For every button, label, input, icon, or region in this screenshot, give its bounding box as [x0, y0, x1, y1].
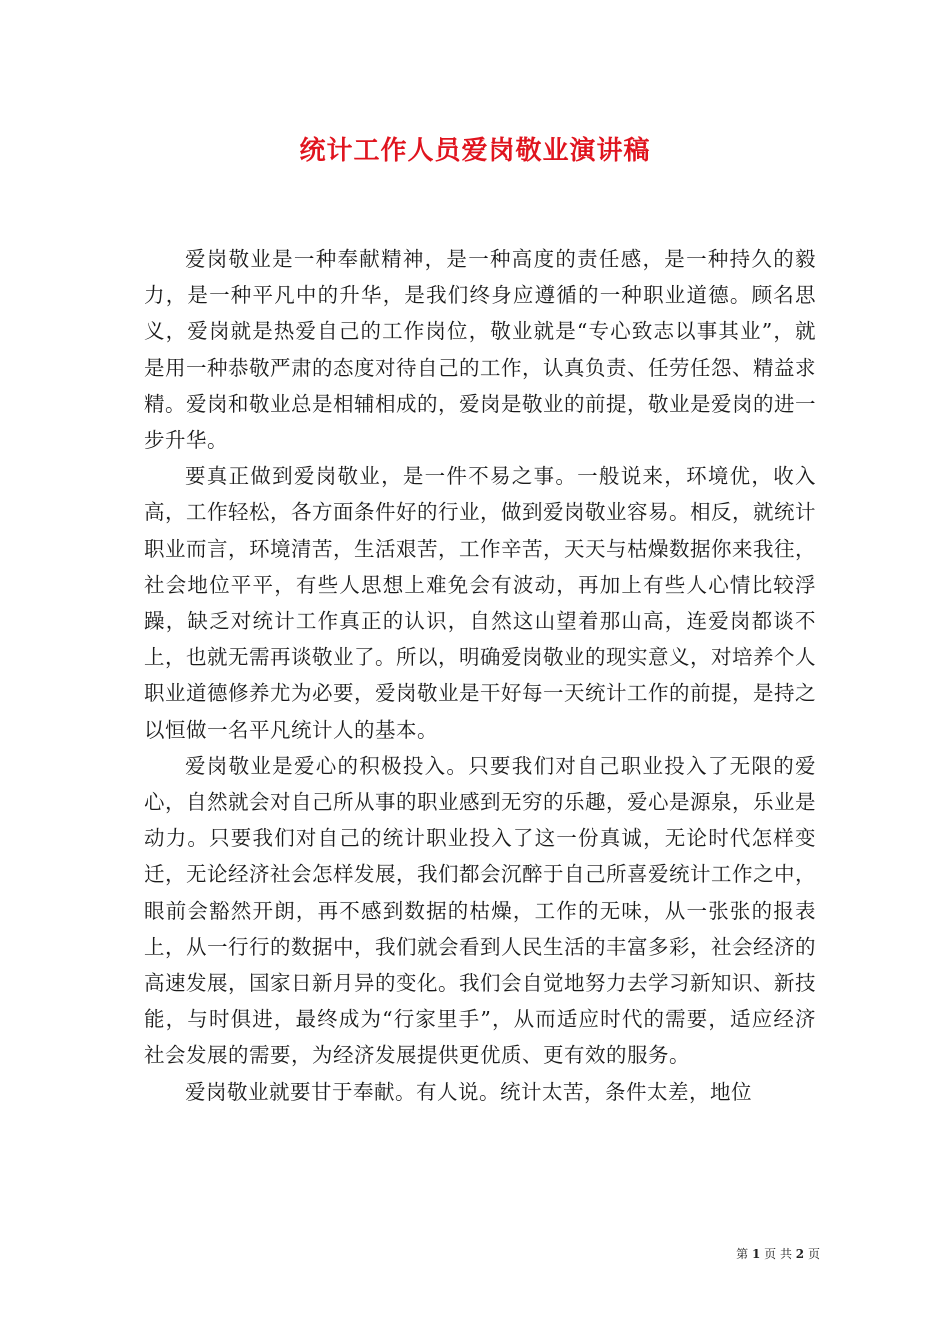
paragraph-2: 要真正做到爱岗敬业，是一件不易之事。一般说来，环境优，收入高，工作轻松，各方面条件好的行业，做到爱岗敬业容易。相反，就统计职业而言，环境清苦，生活艰苦，工作辛苦，天天与枯燥数据你来我往，社会地位平平，有些人思想上难免会有波动，再加上有些人心情比较浮躁，缺乏对统计工作真正的认识，自然这山望着那山高，连爱岗都谈不上，也就无需再谈敬业了。所以，明确爱岗敬业的现实意义，对培养个人职业道德修养尤为必要，爱岗敬业是干好每一天统计工作的前提，是持之以恒做一名平凡统计人的基本。: [144, 464, 816, 742]
footer-prefix: 第: [736, 1247, 749, 1261]
paragraph-3: 爱岗敬业是爱心的积极投入。只要我们对自己职业投入了无限的爱心，自然就会对自己所从事的职业感到无穷的乐趣，爱心是源泉，乐业是动力。只要我们对自己的统计职业投入了这一份真诚，无论时代怎样变迁，无论经济社会怎样发展，我们都会沉醉于自己所喜爱统计工作之中，眼前会豁然开朗，再不感到数据的枯燥，工作的无味，从一张张的报表上，从一行行的数据中，我们就会看到人民生活的丰富多彩，社会经济的高速发展，国家日新月异的变化。我们会自觉地努力去学习新知识、新技能，与时俱进，最终成为“行家里手”，从而适应时代的需要，适应经济社会发展的需要，为经济发展提供更优质、更有效的服务。: [144, 753, 816, 1068]
paragraph-4: 爱岗敬业就要甘于奉献。有人说。统计太苦，条件太差，地位: [185, 1079, 752, 1104]
footer-current-page: 1: [751, 1247, 761, 1261]
document-body: [144, 241, 816, 1110]
footer-middle: 页 共: [764, 1247, 792, 1261]
document-title: 统计工作人员爱岗敬业演讲稿: [299, 136, 651, 166]
footer-total-pages: 2: [795, 1247, 805, 1261]
page-footer: [700, 1245, 820, 1262]
paragraph-1: 爱岗敬业是一种奉献精神，是一种高度的责任感，是一种持久的毅力，是一种平凡中的升华，是我们终身应遵循的一种职业道德。顾名思义，爱岗就是热爱自己的工作岗位，敬业就是“专心致志以事其业”，就是用一种恭敬严肃的态度对待自己的工作，认真负责、任劳任怨、精益求精。爱岗和敬业总是相辅相成的，爱岗是敬业的前提，敬业是爱岗的进一步升华。: [144, 247, 816, 453]
footer-suffix: 页: [807, 1247, 820, 1261]
